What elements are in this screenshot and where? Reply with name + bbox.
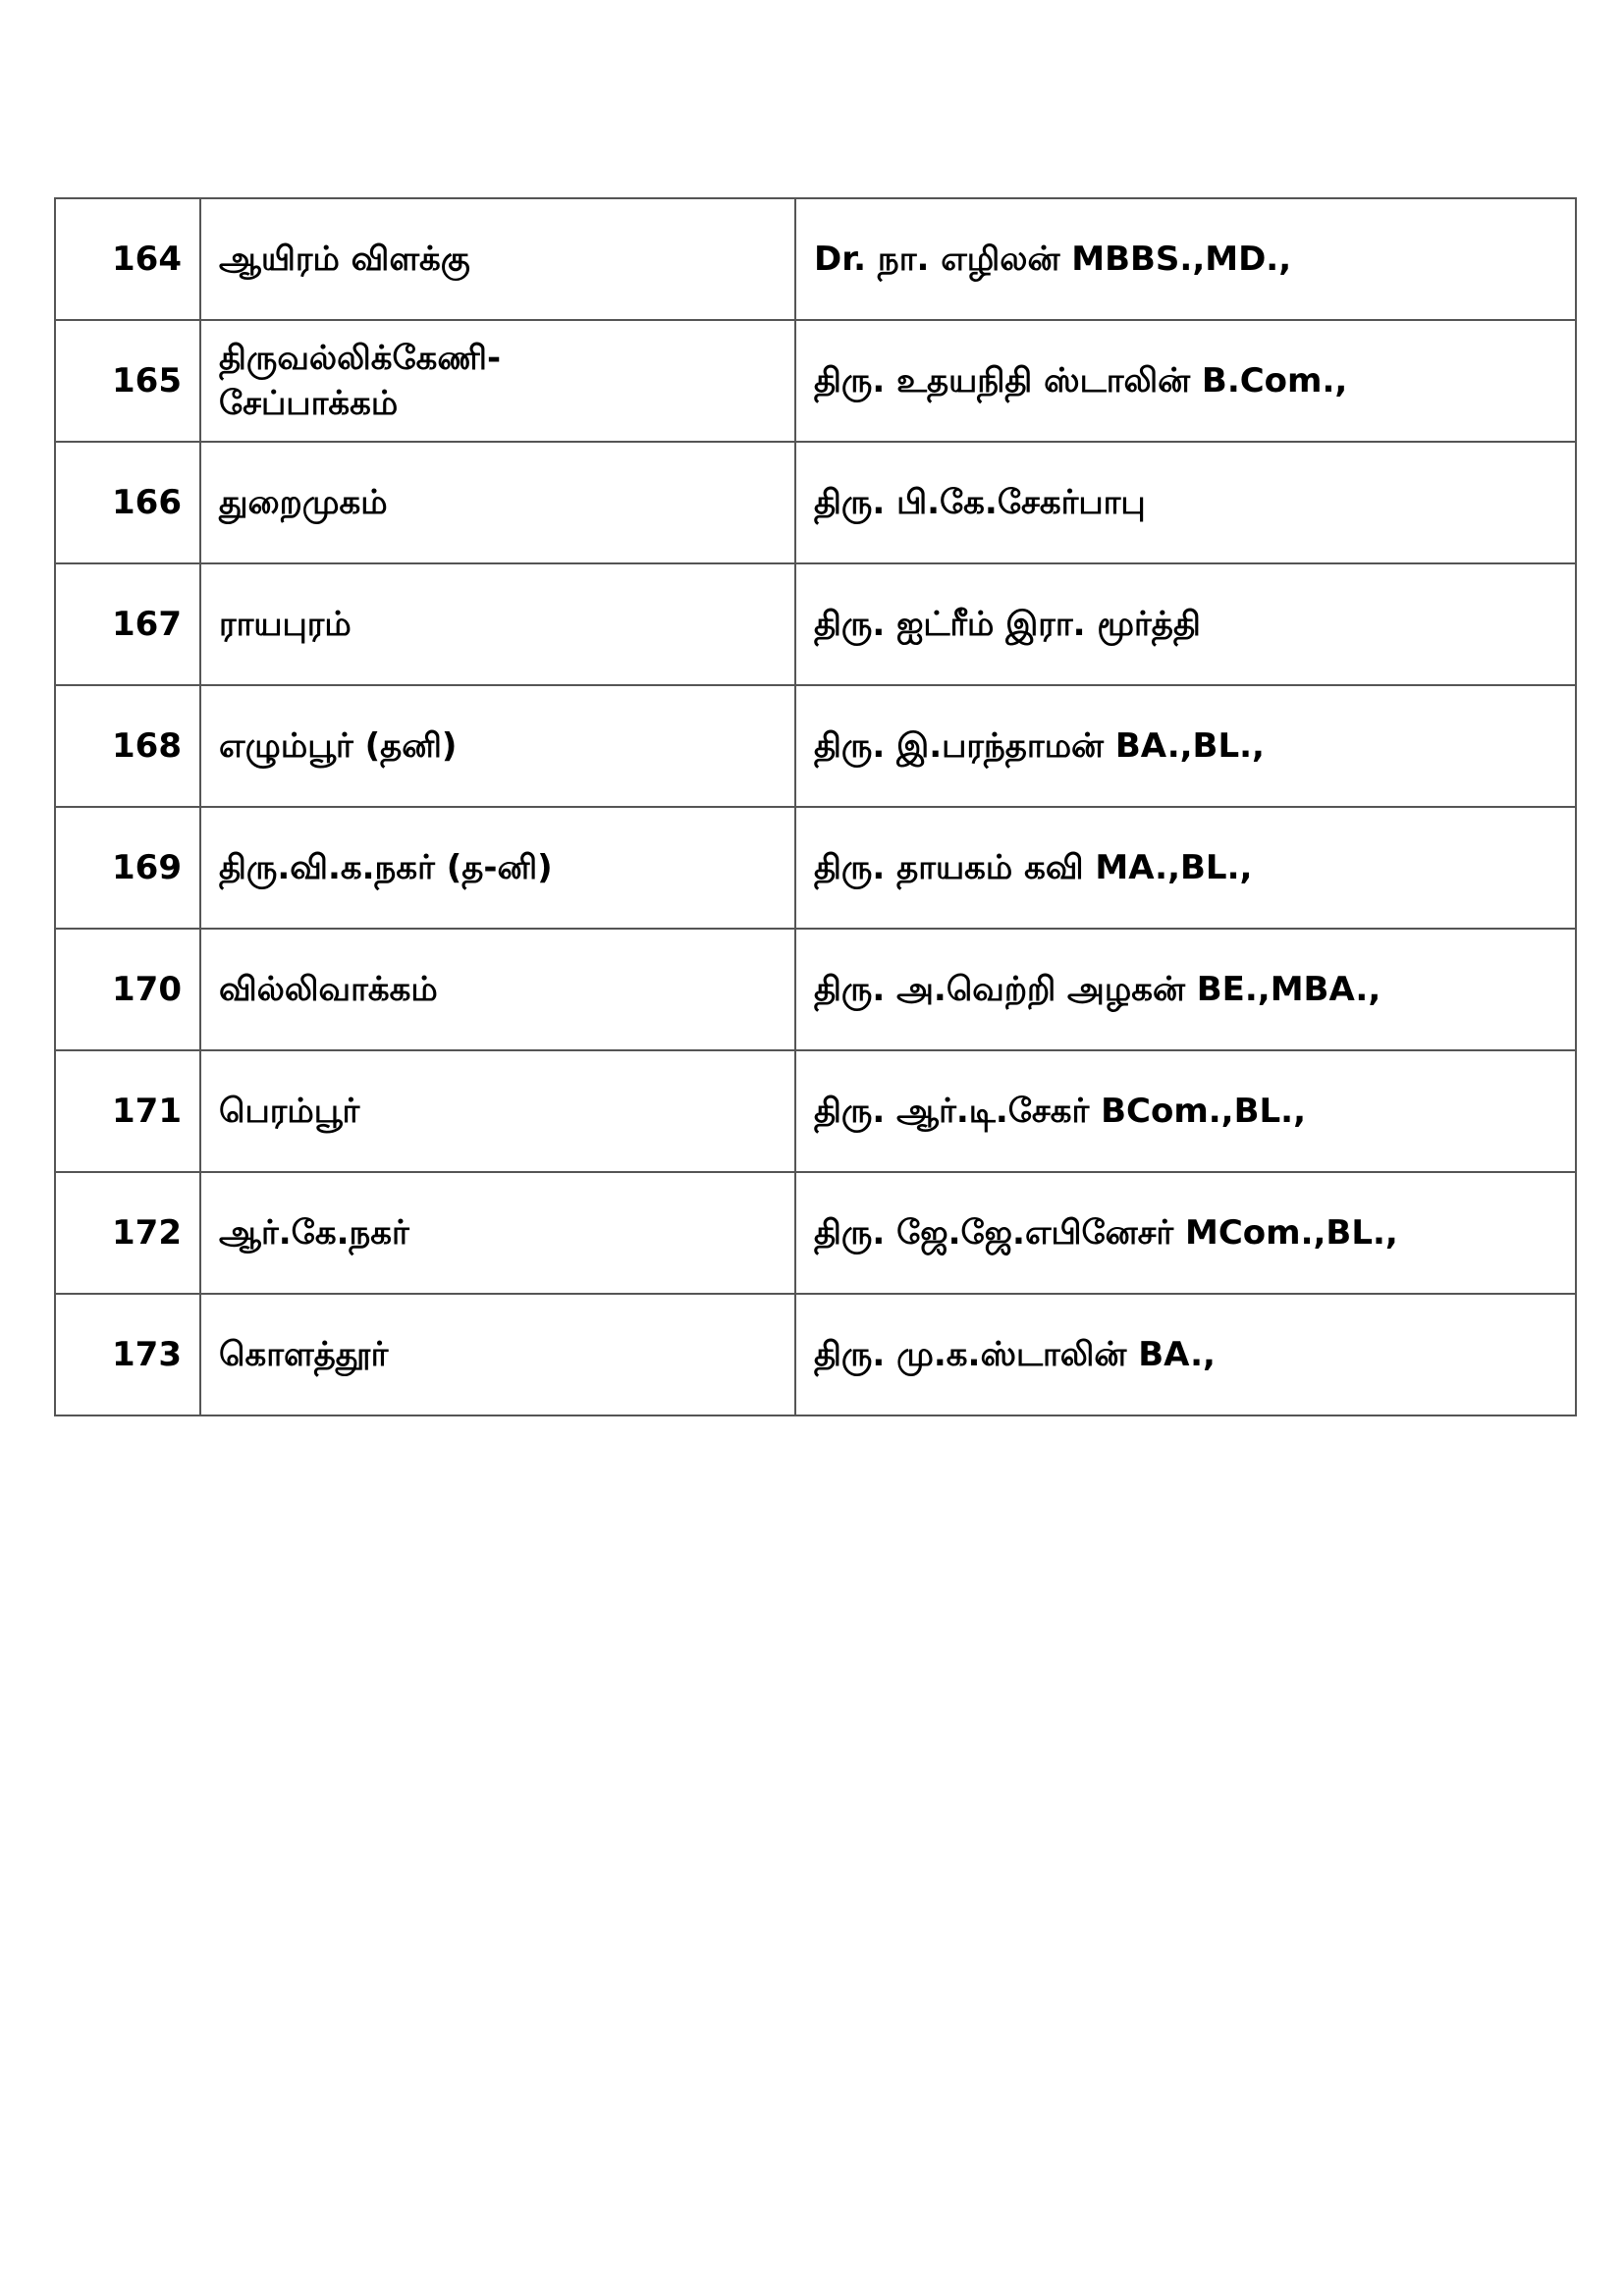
table-row [55, 1172, 1576, 1294]
table-row [55, 929, 1576, 1050]
constituency-number: 173 [55, 1294, 200, 1415]
constituency-number: 169 [55, 807, 200, 929]
table-row [55, 442, 1576, 563]
constituency-number: 164 [55, 198, 200, 320]
constituency-number: 170 [55, 929, 200, 1050]
table-row [55, 320, 1576, 442]
constituency-name: எழும்பூர் (தனி) [200, 685, 795, 807]
constituency-number: 165 [55, 320, 200, 442]
candidate-name: திரு. ஜே.ஜே.எபினேசர் MCom.,BL., [795, 1172, 1576, 1294]
constituency-name: திருவல்லிக்கேணி- சேப்பாக்கம் [200, 320, 795, 442]
constituency-name: திரு.வி.க.நகர் (த-னி) [200, 807, 795, 929]
candidate-name: Dr. நா. எழிலன் MBBS.,MD., [795, 198, 1576, 320]
constituency-number: 168 [55, 685, 200, 807]
candidate-name: திரு. மு.க.ஸ்டாலின் BA., [795, 1294, 1576, 1415]
table-row [55, 563, 1576, 685]
candidate-name: திரு. ஆர்.டி.சேகர் BCom.,BL., [795, 1050, 1576, 1172]
constituency-number: 166 [55, 442, 200, 563]
candidate-table [54, 197, 1577, 1416]
candidate-name: திரு. பி.கே.சேகர்பாபு [795, 442, 1576, 563]
candidate-name: திரு. உதயநிதி ஸ்டாலின் B.Com., [795, 320, 1576, 442]
constituency-number: 167 [55, 563, 200, 685]
table-row [55, 685, 1576, 807]
constituency-name: ஆர்.கே.நகர் [200, 1172, 795, 1294]
constituency-name: வில்லிவாக்கம் [200, 929, 795, 1050]
constituency-number: 171 [55, 1050, 200, 1172]
constituency-name: கொளத்தூர் [200, 1294, 795, 1415]
table-row [55, 1050, 1576, 1172]
candidate-name: திரு. தாயகம் கவி MA.,BL., [795, 807, 1576, 929]
constituency-name: பெரம்பூர் [200, 1050, 795, 1172]
table-row [55, 807, 1576, 929]
constituency-name: துறைமுகம் [200, 442, 795, 563]
table-row [55, 198, 1576, 320]
constituency-name: ஆயிரம் விளக்கு [200, 198, 795, 320]
constituency-name: ராயபுரம் [200, 563, 795, 685]
constituency-number: 172 [55, 1172, 200, 1294]
candidate-name: திரு. அ.வெற்றி அழகன் BE.,MBA., [795, 929, 1576, 1050]
table-row [55, 1294, 1576, 1415]
candidate-name: திரு. ஐட்ரீம் இரா. மூர்த்தி [795, 563, 1576, 685]
candidate-name: திரு. இ.பரந்தாமன் BA.,BL., [795, 685, 1576, 807]
